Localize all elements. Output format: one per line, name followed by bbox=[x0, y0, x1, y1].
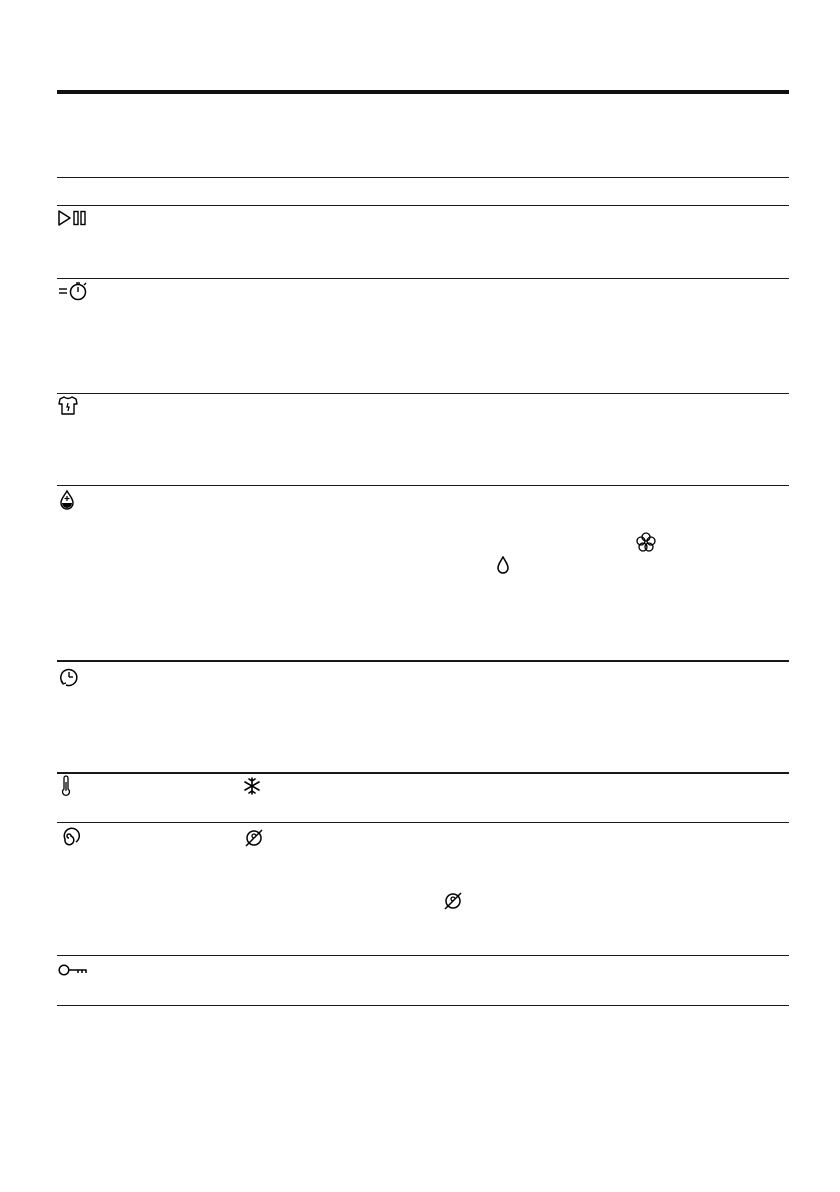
shirt-stain-icon bbox=[58, 396, 78, 416]
row-divider bbox=[57, 278, 789, 279]
top-rule bbox=[57, 90, 789, 94]
thermometer-icon bbox=[61, 776, 71, 796]
flower-icon bbox=[636, 532, 656, 557]
no-spin-icon bbox=[442, 890, 464, 917]
row-divider bbox=[57, 772, 789, 774]
drop-icon bbox=[496, 556, 510, 579]
water-drop-plus-icon bbox=[59, 490, 75, 510]
row-divider bbox=[57, 393, 789, 394]
table-header-rule bbox=[57, 177, 789, 178]
key-icon bbox=[58, 963, 88, 977]
row-divider bbox=[57, 822, 789, 823]
no-spin-icon bbox=[243, 827, 265, 849]
snowflake-icon bbox=[243, 777, 261, 795]
table-bottom-rule bbox=[57, 1005, 789, 1006]
row-divider bbox=[57, 660, 789, 662]
speed-timer-icon bbox=[58, 281, 90, 301]
spin-icon bbox=[59, 828, 79, 848]
row-divider bbox=[57, 955, 789, 956]
play-pause-icon bbox=[58, 210, 88, 226]
clock-icon bbox=[59, 667, 79, 687]
row-divider bbox=[57, 485, 789, 486]
row-divider bbox=[57, 205, 789, 206]
